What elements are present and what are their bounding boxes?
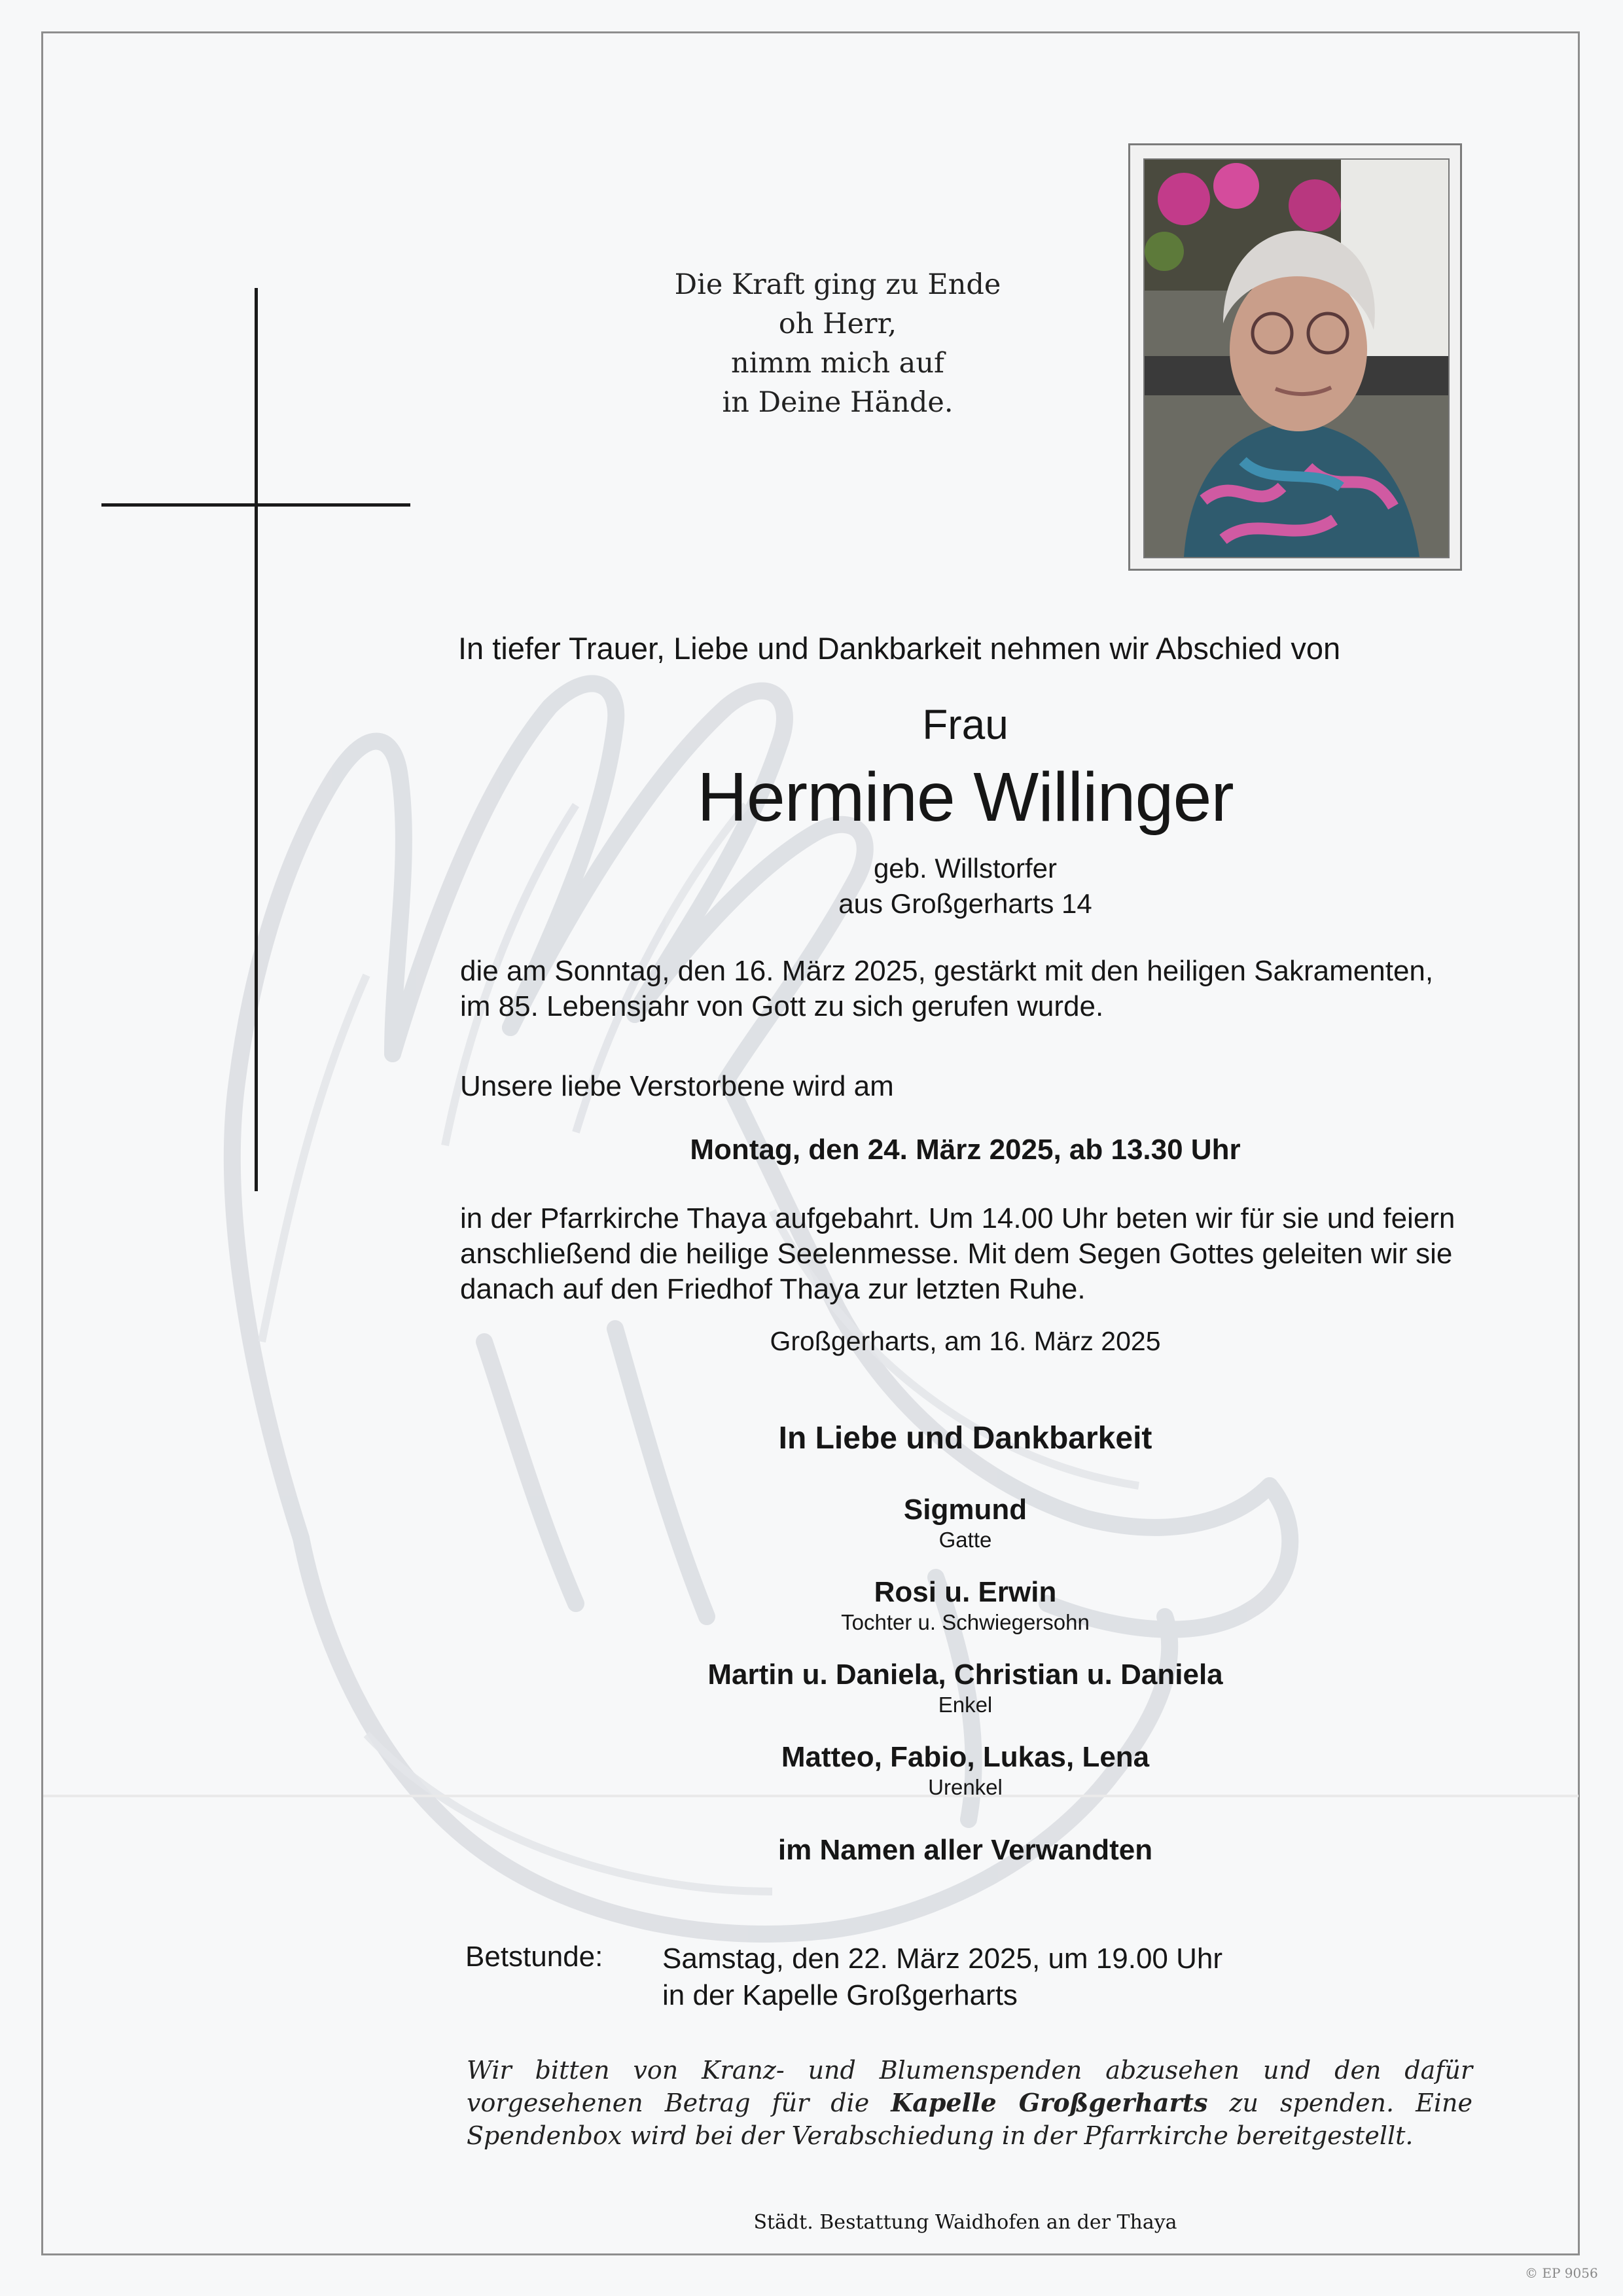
service-line: in der Pfarrkirche Thaya aufgebahrt. Um 14.00 Uhr beten wir für sie und feiern <box>460 1202 1455 1234</box>
donation-text: zu spenden. Eine Spendenbox wird bei der Verabschiedung in der Pfarrkirche bereitgestellt. <box>467 2089 1472 2150</box>
mourner-group <box>0 1492 1623 1552</box>
verse-line: Die Kraft ging zu Ende <box>674 268 1001 301</box>
prayer-line: in der Kapelle Großgerharts <box>662 1979 1018 2011</box>
relatives-text: im Namen aller Verwandten <box>777 1834 1153 1866</box>
birth-details <box>0 851 1623 922</box>
birth-name: geb. Willstorfer <box>873 853 1058 884</box>
donation-note <box>467 2054 1472 2152</box>
mourner-names: Martin u. Daniela, Christian u. Daniela <box>707 1659 1223 1691</box>
prayer-details <box>662 1941 1222 2014</box>
mourner-relation: Tochter u. Schwiegersohn <box>841 1610 1090 1634</box>
donation-text: Wir bitten von Kranz- und Blumenspenden abzusehen und den dafür vorgesehenen Betrag für die <box>467 2056 1472 2117</box>
gratitude-heading: In Liebe und Dankbarkeit <box>778 1421 1152 1456</box>
service-line: danach auf den Friedhof Thaya zur letzten Ruhe. <box>460 1273 1086 1305</box>
salutation: Frau <box>922 701 1008 748</box>
cross-icon-bar <box>101 503 410 507</box>
service-line: anschließend die heilige Seelenmesse. Mit dem Segen Gottes geleiten wir sie <box>460 1238 1453 1270</box>
verse-line: in Deine Hände. <box>722 386 954 419</box>
residence: aus Großgerharts 14 <box>838 888 1092 919</box>
mourner-names: Sigmund <box>903 1494 1027 1526</box>
verse <box>576 265 1099 422</box>
mourner-relation: Enkel <box>938 1693 993 1717</box>
prayer-label: Betstunde: <box>465 1941 603 1973</box>
donation-recipient: Kapelle Großgerharts <box>891 2088 1208 2117</box>
portrait-frame <box>1128 143 1462 571</box>
mourner-names: Matteo, Fabio, Lukas, Lena <box>781 1741 1150 1773</box>
mourner-relation: Urenkel <box>928 1775 1003 1799</box>
intro-text: In tiefer Trauer, Liebe und Dankbarkeit nehmen wir Abschied von <box>458 631 1341 666</box>
prayer-line: Samstag, den 22. März 2025, um 19.00 Uhr <box>662 1943 1223 1975</box>
lying-date: Montag, den 24. März 2025, ab 13.30 Uhr <box>690 1134 1241 1166</box>
place-date: Großgerharts, am 16. März 2025 <box>770 1326 1161 1356</box>
lying-intro: Unsere liebe Verstorbene wird am <box>460 1070 894 1102</box>
funeral-home: Städt. Bestattung Waidhofen an der Thaya <box>753 2211 1177 2234</box>
death-notice <box>460 954 1433 1024</box>
verse-line: nimm mich auf <box>731 347 944 380</box>
death-line: im 85. Lebensjahr von Gott zu sich gerufen wurde. <box>460 990 1104 1022</box>
mourner-group <box>0 1740 1623 1800</box>
print-code: © EP 9056 <box>1525 2265 1598 2281</box>
verse-line: oh Herr, <box>778 308 897 340</box>
mourner-names: Rosi u. Erwin <box>874 1576 1057 1608</box>
mourner-group <box>0 1575 1623 1635</box>
service-details <box>460 1201 1455 1307</box>
mourner-relation: Gatte <box>938 1528 992 1552</box>
relatives-line <box>0 1833 1623 1868</box>
deceased-name: Hermine Willinger <box>697 759 1234 836</box>
mourner-group <box>0 1657 1623 1717</box>
portrait-photo <box>1143 158 1450 558</box>
death-line: die am Sonntag, den 16. März 2025, gestärkt mit den heiligen Sakramenten, <box>460 955 1434 987</box>
